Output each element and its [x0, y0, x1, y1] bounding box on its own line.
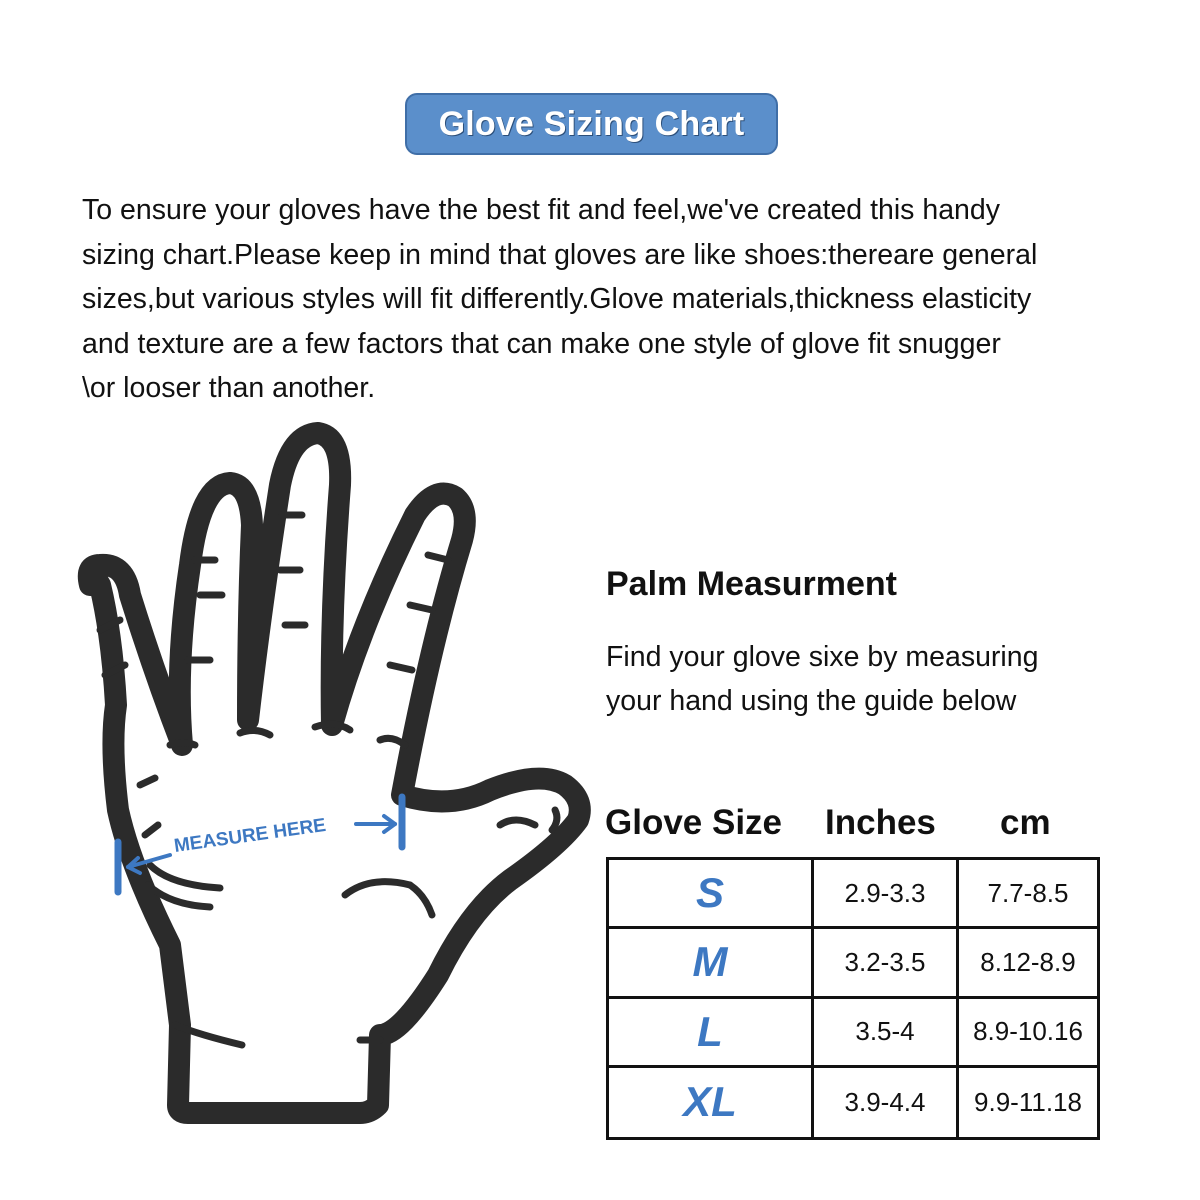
- intro-line: sizing chart.Please keep in mind that gloves are like shoes:thereare general: [82, 238, 1038, 271]
- palm-desc-line: your hand using the guide below: [606, 685, 1017, 717]
- inches-cell: 3.9-4.4: [814, 1068, 959, 1137]
- header-cm: cm: [1000, 803, 1051, 842]
- size-cell: XL: [609, 1068, 814, 1137]
- inches-cell: 3.2-3.5: [814, 929, 959, 998]
- palm-desc-line: Find your glove sixe by measuring: [606, 641, 1039, 673]
- inches-cell: 2.9-3.3: [814, 860, 959, 929]
- header-glove-size: Glove Size: [605, 803, 783, 842]
- size-cell: M: [609, 929, 814, 998]
- cm-cell: 8.9-10.16: [959, 999, 1097, 1068]
- hand-outline: [89, 433, 580, 1113]
- page-title: Glove Sizing Chart: [438, 104, 745, 143]
- inches-cell: 3.5-4: [814, 999, 959, 1068]
- palm-title: Palm Measurment: [606, 565, 897, 603]
- size-table: [606, 857, 1100, 1140]
- size-cell: S: [609, 860, 814, 929]
- measure-here-label: MEASURE HERE: [172, 814, 328, 857]
- hand-illustration: [70, 415, 610, 1135]
- intro-line: To ensure your gloves have the best fit and feel,we've created this handy: [82, 194, 1000, 226]
- intro-line: and texture are a few factors that can make one style of glove fit snugger: [82, 327, 1001, 360]
- size-cell: L: [609, 999, 814, 1068]
- palm-description: [606, 635, 1038, 723]
- intro-paragraph: [82, 188, 1142, 411]
- cm-cell: 9.9-11.18: [974, 1086, 1082, 1117]
- intro-line: \or looser than another.: [82, 372, 376, 404]
- intro-line: sizes,but various styles will fit differently.Glove materials,thickness elasticity: [82, 283, 1032, 315]
- header-inches: Inches: [825, 803, 936, 842]
- title-badge: [405, 93, 778, 155]
- cm-cell: 8.12-8.9: [959, 929, 1097, 998]
- cm-cell: 7.7-8.5: [959, 860, 1097, 929]
